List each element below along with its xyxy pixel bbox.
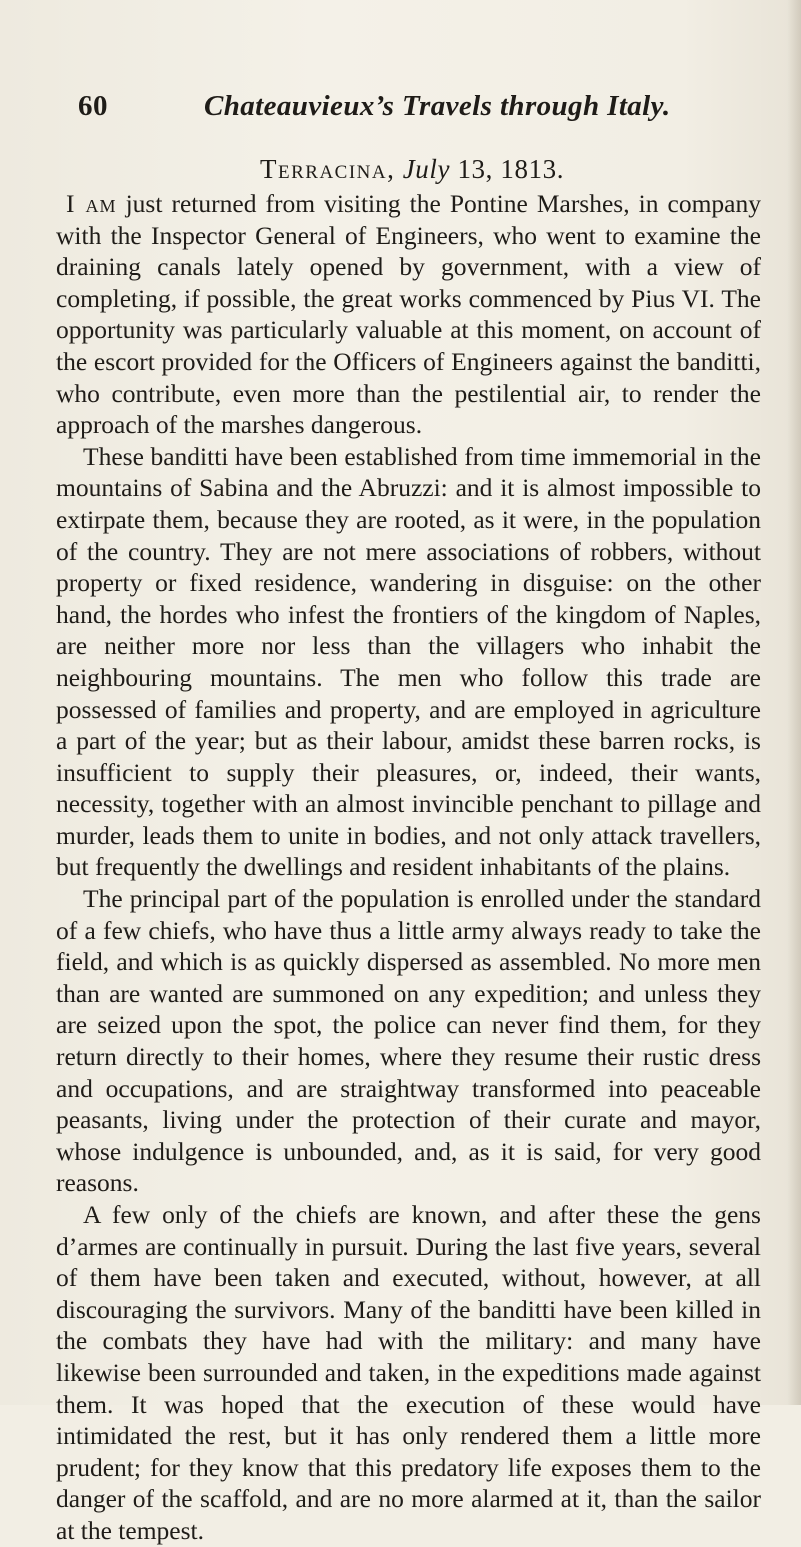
body-text <box>56 188 761 1547</box>
running-title: Chateauvieux’s Travels through Italy. <box>204 90 671 122</box>
dateline-month: July <box>402 154 451 184</box>
paragraph-1-text: just returned from visiting the Pontine Marshes, in company with the Inspector General of Engineers, who went to examine the draining canals lately opened by government, with a view of completing, if possible, the great works commenced by Pius VI. The opportunity was particularly valuable at this moment, on account of the escort provided for the Officers of Engineers against the banditti, who contribute, even more than the pestilential air, to render the approach of the marshes dangerous. <box>56 189 761 440</box>
paragraph-1-lead-caps: I am <box>66 189 117 218</box>
paragraph-1 <box>56 188 761 441</box>
dateline <box>260 154 564 185</box>
paragraph-4: A few only of the chiefs are known, and after these the gens d’armes are continually in pursuit. During the last five years, several of them have been taken and executed, without, however, at all discouraging the survivors. Many of the banditti have been killed in the combats they have had with the military: and many have likewise been surrounded and taken, in the expeditions made against them. It was hoped that the execution of these would have intimidated the rest, but it has only rendered them a little more prudent; for they know that this predatory life exposes them to the danger of the scaffold, and are no more alarmed at it, than the sailor at the tempest. <box>56 1200 761 1545</box>
running-header <box>78 90 758 130</box>
dateline-place: Terracina, <box>260 154 396 184</box>
page-number: 60 <box>78 90 108 122</box>
page-edge-shadow <box>787 0 801 1405</box>
dateline-date: 13, 1813. <box>450 154 565 184</box>
paragraph-3: The principal part of the population is enrolled under the standard of a few chiefs, who have thus a little army always ready to take the field, and which is as quickly dispersed as assembled. No more men than are wanted are summoned on any expedition; and unless they are seized upon the spot, the police can never find them, for they return directly to their homes, where they resume their rustic dress and occupations, and are straightway transformed into peaceable peasants, living under the protection of their curate and mayor, whose indulgence is unbounded, and, as it is said, for very good reasons. <box>56 884 761 1198</box>
paragraph-2: These banditti have been established from time immemorial in the mountains of Sabina and the Abruzzi: and it is almost impossible to extirpate them, because they are rooted, as it were, in the population of the country. They are not mere associations of robbers, without property or fixed residence, wandering in disguise: on the other hand, the hordes who infest the frontiers of the kingdom of Naples, are neither more nor less than the villagers who inhabit the neighbouring mountains. The men who follow this trade are possessed of families and property, and are employed in agriculture a part of the year; but as their labour, amidst these barren rocks, is insufficient to supply their pleasures, or, indeed, their wants, necessity, together with an almost invincible penchant to pillage and murder, leads them to unite in bodies, and not only attack travellers, but frequently the dwellings and resident inhabitants of the plains. <box>56 441 761 882</box>
